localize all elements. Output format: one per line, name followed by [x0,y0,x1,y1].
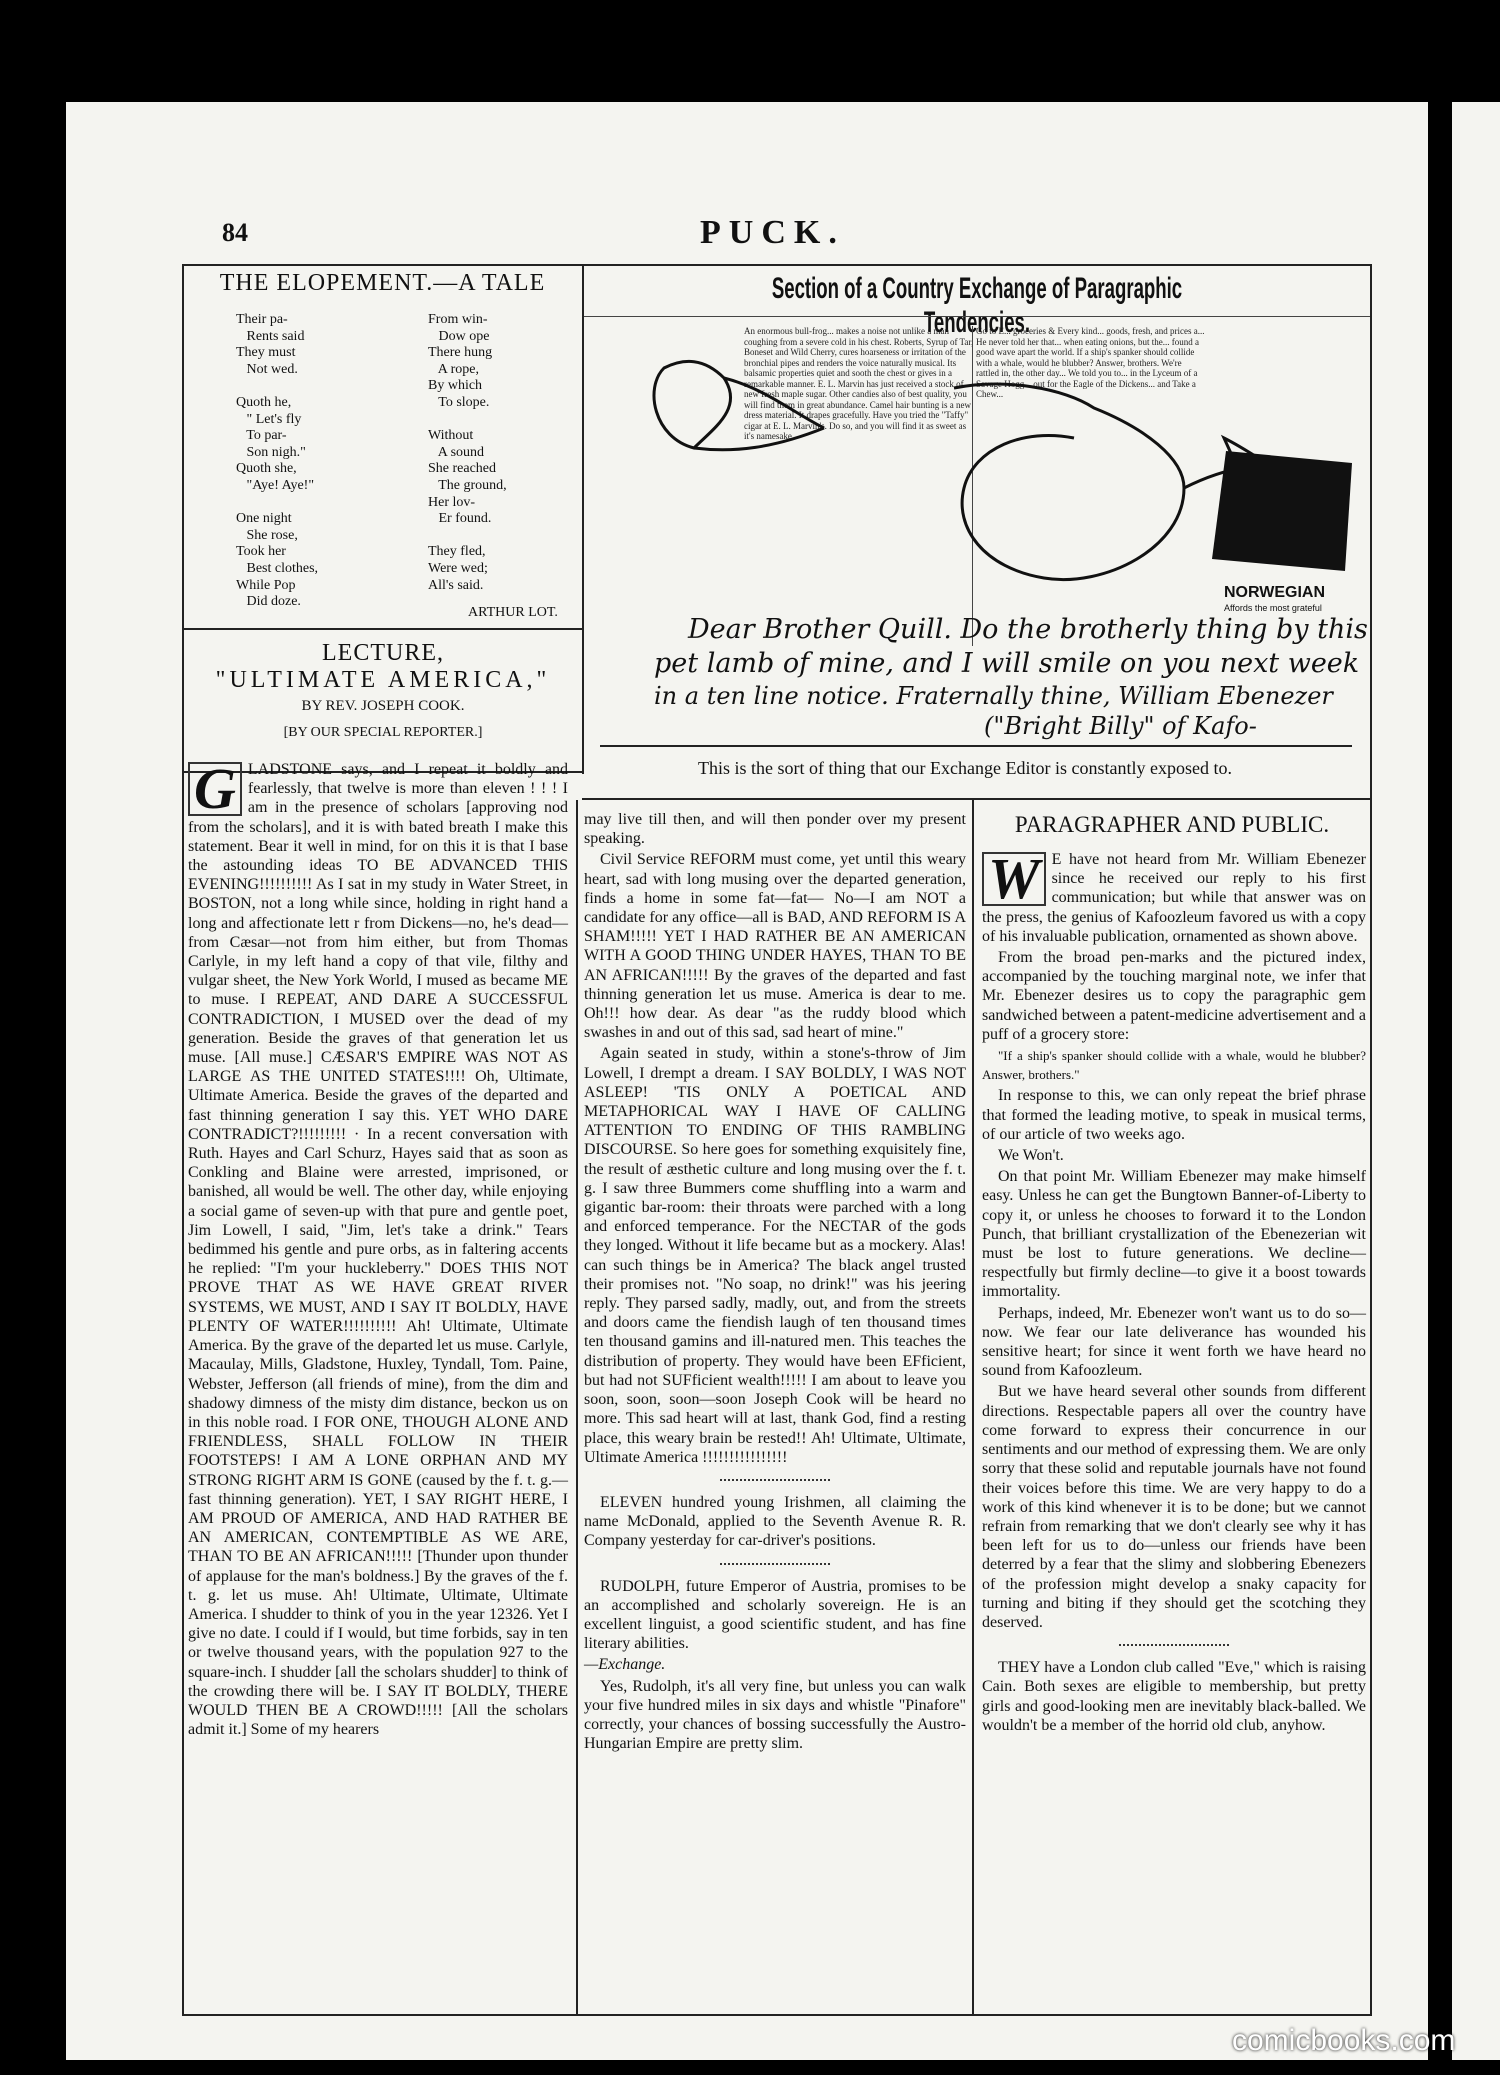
masthead: PUCK. [700,214,845,251]
elopement-right-verse: From win- Dow ope There hung A rope, By which To slope. Without A sound She reached The ground, Her lov- Er found. They fled, Were wed; All's said. [428,312,507,593]
lecture-byline: BY REV. JOSEPH COOK. [301,698,465,714]
paragrapher-paragraph: In response to this, we can only repeat the brief phrase that formed the leading motive, to speak in musical terms, of our article of two weeks ago. [982,1087,1366,1143]
lecture-title: "ULTIMATE AMERICA," [215,667,551,693]
lecture-reporter: [BY OUR SPECIAL REPORTER.] [283,725,483,740]
elopement-title: THE ELOPEMENT.—A TALE [219,270,546,296]
norwegian-ad-label: NORWEGIAN [1224,584,1326,601]
paragrapher-paragraph: E have not heard from Mr. William Ebenezer since he received our reply to his first communication; but while that answer was on the press, the genius of Kafoozleum favored us with a copy of his invaluable publication, ornamented as shown above. [982,851,1366,945]
rudolph-reply: Yes, Rudolph, it's all very fine, but unless you can walk your five hundred miles in six days and whistle "Pinafore" correctly, your chances of bossing successfully the Austro-Hungarian Empire are pretty slim. [584,1677,966,1753]
paragrapher-title: PARAGRAPHER AND PUBLIC. [1014,812,1330,837]
handwritten-note-line-3: in a ten line notice. Fraternally thine, William Ebenezer [654,682,1333,710]
paragrapher-paragraph: Perhaps, indeed, Mr. Ebenezer won't want us to do so—now. We fear our late deliverance has wounded his sensitive heart; for since it went forth we have heard no sound from Kafoozleum. [982,1304,1366,1380]
illustration-border [600,745,1352,747]
page-number: 84 [222,218,248,247]
eve-club-item: THEY have a London club called "Eve," which is raising Cain. Both sexes are eligible to membership, but pretty girls and good-looking men are inevitably black-balled. We wouldn't be a member of the horrid old club, anyhow. [982,1659,1366,1734]
column-rule [582,798,1372,800]
lecture-paragraph: Civil Service REFORM must come, yet until this weary heart, sad with long musing over the departed generation, finds a home in some fat—fat— No—I am NOT a candidate for any office—all is BAD, AND REFORM IS A SHAM!!!!! YET I HAD RATHER BE AN AMERICAN WITH A GOOD THING UNDER HAYES, THAN TO BE AN AFRICAN!!!!! By the graves of the departed and fast thinning generation let us muse. America is dear to me. Oh!!! how dear. As dear "as the ruddy blood which swashes in and out of this sad, sad heart of mine." [584,851,966,1042]
lecture-text: LADSTONE says, and I repeat it boldly and fearlessly, that twelve is more than eleven ! ! ! I am in the presence of scholars [approving nod from the scholars], and it is with bated breath I make this statement. Bear it well in mind, for on this it is that I base the astounding ideas TO BE ADVANCED THIS EVENING!!!!!!!!!! As I sat in my study in Water Street, in BOSTON, not a long while since, holding in right hand a long and affectionate lett r from Dickens—no, he's dead—from Cæsar—not from him either, but from Thomas Carlyle, in my left hand a copy of that vile, filthy and vulgar sheet, the New York World, I mused as became ME to muse. I REPEAT, AND DARE A SUCCESSFUL CONTRADICTION, I MUSED over the dead of my generation. Beside the graves of that generation let us muse. [All muse.] CÆSAR'S EMPIRE WAS NOT AS LARGE AS THE UNITED STATES!!!! Oh, Ultimate, Ultimate America. Beside the graves of the departed and fast thinning generation I say this. YET WHO DARE CONTRADICT?!!!!!!!!! · In a recent conversation with Ruth. Hayes and Carl Schurz, Hayes said that as soon as Conkling and Blaine were arrested, imprisoned, or banished, all would be well. The other day, while enjoying a social game of seven-up with that pure and gentle poet, Jim Lowell, I said, "Jim, let's take a drink." Tears bedimmed his gentle and pure orbs, as in faltering accents he replied: "I'm your huckleberry." DOES THIS NOT PROVE THAT AS WE HAVE GREAT RIVER SYSTEMS, WE MUST, AND I SAY IT BOLDLY, HAVE PLENTY OF WATER!!!!!!!!!! Ah! Ultimate, Ultimate America. By the grave of the departed let us muse. Carlyle, Macaulay, Mills, Gladstone, Huxley, Tyndall, Tom. Paine, Webster, Jefferson (all friends of mine), from the dim and shadowy dimness of the misty dim distance, beckon us on in this noble road. I FOR ONE, THOUGH ALONE AND FRIENDLESS, SHALL FOLLOW IN THEIR FOOTSTEPS! I AM A LONE ORPHAN AND MY STRONG RIGHT ARM IS GONE (caused by the f. t. g.—fast thinning generation). YET, I SAY RIGHT HERE, I AM PROUD OF AMERICA, AND HAD RATHER BE AN AMERICAN, CONTEMPTIBLE AS WE ARE, THAN TO BE AN AFRICAN!!!!! [Thunder upon thunder of applause for the man's boldness.] By the graves of the f. t. g. let us muse. Ah! Ultimate, Ultimate, Ultimate America. I shudder to think of you in the year 12326. Yet I give no date. I could if I would, but time forbids, say in ten or twelve thousand years, with the population 927 to the square-inch. I shudder [all the scholars shudder] to think of the crowding there will be. I SAY IT BOLDLY, THERE WOULD THEN BE A CROWD!!!!! [All the scholars admit it.] Some of my hearers [188,761,568,1739]
lecture-column-2 [584,810,966,1755]
irishmen-item: ELEVEN hundred young Irishmen, all claiming the name McDonald, applied to the Seventh Avenue R. R. Company yesterday for car-driver's positions. [584,1493,966,1550]
paragrapher-article [982,846,1366,1737]
page-spine [1428,102,1452,2060]
elopement-author: ARTHUR LOT. [468,605,558,620]
lecture-heading: LECTURE, [322,640,444,666]
exchange-title: Section of a Country Exchange of Paragraphic Tendencies. [771,272,1183,339]
handwritten-note-line-4: ("Bright Billy" of Kafo- [984,712,1257,740]
elopement-left-verse: Their pa- Rents said They must Not wed. Quoth he, " Let's fly To par- Son nigh." Quoth she, "Aye! Aye!" One night She rose, Took her Best clothes, While Pop Did doze. [236,312,319,610]
exchange-caption: This is the sort of thing that our Exchange Editor is constantly exposed to. [698,758,1232,778]
clipping-left: An enormous bull-frog... makes a noise not unlike a man coughing from a severe cold in his chest. Roberts, Syrup of Tar, Boneset and Wild Cherry, cures hoarseness or irritation of the bronchial pipes and renders the voice naturally musical. Its balsamic properties quiet and sooth the chest or gives in a remarkable manner. E. L. Marvin has just received a stock of new fresh maple sugar. Other candies also of best quality, you will find them in great abundance. Camel hair bunting is a new dress material. It drapes gracefully. Have you tried the "Taffy" cigar at E. L. Marvin's. Do so, and you will find it as sweet as it's namesake. [744,326,974,441]
paragrapher-paragraph: On that point Mr. William Ebenezer may make himself easy. Unless he can get the Bungtown Banner-of-Liberty to copy it, or unless he chooses to forward it to the London Punch, that brilliant crystallization of the Ebenezerian wit must be lost to future generations. We decline—respectfully but firmly decline—to give it a boost towards immortality. [982,1168,1366,1301]
index-circle-sketch [954,384,1184,579]
lecture-paragraph: Again seated in study, within a stone's-throw of Jim Lowell, I drempt a dream. I SAY BOLDLY, I WAS NOT ASLEEP! 'TIS ONLY A POETICAL AND METAPHORICAL WAY I HAVE OF CALLING ATTENTION TO ENDING OF THIS RAMBLING DISCOURSE. So here goes for something exquisitely fine, the result of æsthetic culture and long musing over the f. t. g. I saw three Bummers come shuffling into a warm and gigantic bar-room: their throats were parched with a long and enforced temperance. For the NECTAR of the gods they longed. Without it life became but as a mockery. Alas! can such things be in America? The black angel trusted their promises not. "No soap, no drink!" was his jeering reply. They parsed sadly, madly, out, and from the streets and doors came the fiendish laugh of ten thousand times ten thousand gamins and ill-natured men. This teaches the distribution of property. They would have been EFficient, but had not SUFficient wealth!!!!! I am about to leave you soon, soon, soon—soon Joseph Cook will be heard no more. This sad heart will at last, thank God, find a resting place, this weary brain be rested!! Ah! Ultimate, Ultimate, Ultimate America !!!!!!!!!!!!!!!! [584,1045,966,1466]
dropcap: G [188,762,242,816]
dropcap: W [982,852,1046,906]
next-page-edge [1452,102,1500,2060]
clipping-right: Go to E... groceries & Every kind... goods, fresh, and prices a... He never told her that... when eating onions, but the... found a good wave apart the world. If a ship's spanker should collide with a whale, would he blubber? Answer, brothers. We're rattled in, the other day... We told you to... in the Lyceum of a Savage Hogg... out for the Eagle of the Dickens... and Take a Chew... [976,326,1205,399]
column-rule [972,800,974,2016]
paragrapher-paragraph: We Won't. [998,1147,1064,1165]
rudolph-quote: RUDOLPH, future Emperor of Austria, promises to be an accomplished and scholarly sovereign. He is an excellent linguist, a good scientific student, and has fine literary abilities. [584,1577,966,1653]
handwritten-note-line-2: pet lamb of mine, and I will smile on you next week [654,648,1360,679]
norwegian-ad-sub: Affords the most grateful [1224,603,1322,613]
paragrapher-paragraph: From the broad pen-marks and the pictured index, accompanied by the touching marginal note, we infer that Mr. Ebenezer desires us to copy the paragraphic gem sandwiched between a patent-medicine advertisement and a puff of a grocery store: [982,949,1366,1043]
divider [1119,1644,1229,1646]
column-rule [576,800,578,2016]
handwritten-note-line-1: Dear Brother Quill. Do the brotherly thing by this [688,614,1368,645]
lecture-paragraph: may live till then, and will then ponder over my present speaking. [584,811,966,848]
pointing-hand-sketch [654,361,731,448]
rudolph-source: —Exchange. [584,1656,666,1674]
divider [720,1479,830,1481]
divider [720,1563,830,1565]
paragrapher-quote: "If a ship's spanker should collide with a whale, would he blubber? Answer, brothers." [982,1048,1366,1083]
section-divider [182,628,582,630]
exchange-illustration [584,266,1370,766]
lecture-column-1 [188,756,568,1739]
norwegian-ad-image [1212,451,1352,571]
watermark: comicbooks.com [1232,2024,1456,2057]
paragrapher-paragraph: But we have heard several other sounds from different directions. Respectable papers all over the country have come forward to express their concurrence in our sentiments and our method of expressing them. We are only sorry that these solid and reputable journals have not found their voices before this time. We are very happy to do a work of this kind whenever it is to be done; but we cannot refrain from remarking that we don't clearly see why it has been left for us to do—unless our friends have been deterred by a fear that the slimy and slobbering Ebenezers of the profession might develop a snaky capacity for turning and biting if they should get the scotching they deserved. [982,1383,1366,1631]
